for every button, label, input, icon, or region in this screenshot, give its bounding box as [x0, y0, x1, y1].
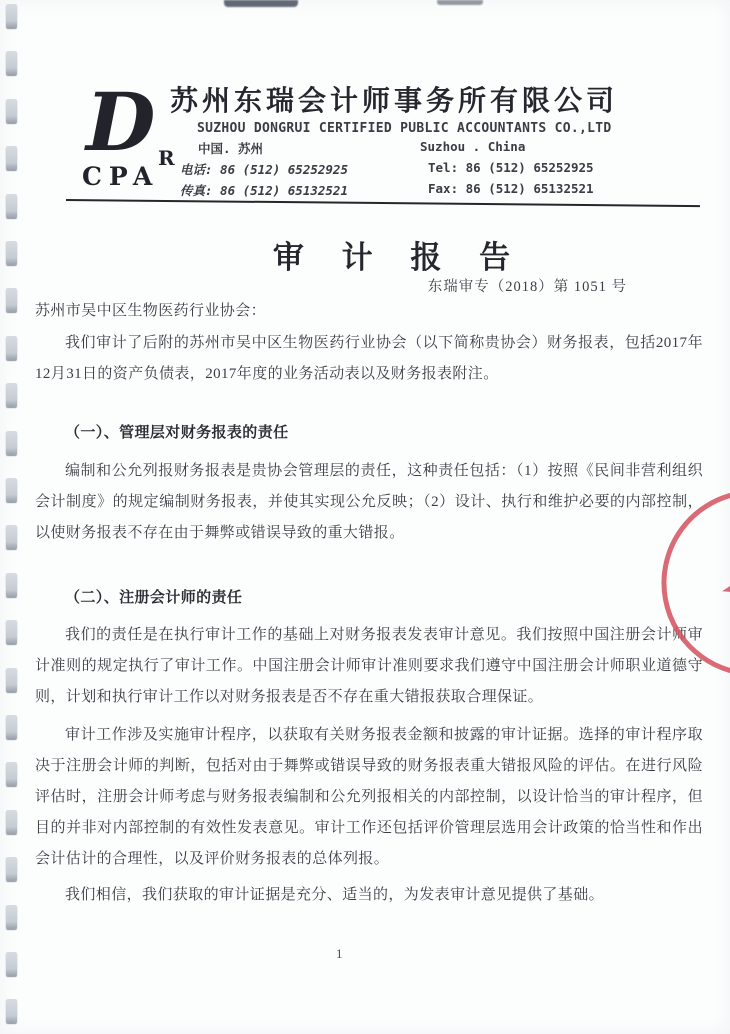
binding-hole — [6, 999, 17, 1023]
contact-city-chinese: 中国. 苏州 — [198, 141, 264, 156]
binding-hole — [6, 668, 17, 692]
scan-smudge-left — [224, 0, 298, 7]
contact-phone-english: Tel: 86 (512) 65252925 — [428, 160, 594, 175]
contact-city-english: Suzhou . China — [420, 139, 526, 154]
section1-paragraph: 编制和公允列报财务报表是贵协会管理层的责任，这种责任包括：（1）按照《民间非营利组织会计制度》的规定编制财务报表，并使其实现公允反映；（2）设计、执行和维护必要的内部控制，以使财务报表不存在由于舞弊或错误导致的重大错报。 — [35, 463, 703, 541]
binding-hole — [6, 383, 17, 407]
binding-hole — [6, 620, 17, 644]
section2-paragraph-3: 我们相信，我们获取的审计证据是充分、适当的，为发表审计意见提供了基础。 — [65, 887, 605, 903]
binding-hole — [6, 194, 17, 218]
company-name-chinese: 苏州东瑞会计师事务所有限公司 — [170, 86, 619, 117]
intro-paragraph: 我们审计了后附的苏州市吴中区生物医药行业协会（以下简称贵协会）财务报表，包括2017年12月31日的资产负债表，2017年度的业务活动表以及财务报表附注。 — [35, 335, 703, 382]
section1-heading: （一）、管理层对财务报表的责任 — [65, 425, 289, 441]
binding-hole — [6, 431, 17, 455]
binding-hole — [6, 478, 17, 502]
firm-logo-d-monogram: D — [86, 75, 156, 169]
binding-hole — [6, 525, 17, 549]
contact-phone-chinese: 电话: 86 (512) 65252925 — [180, 162, 348, 177]
seal-star-icon — [710, 537, 730, 623]
binding-hole — [6, 952, 17, 976]
binding-hole — [6, 99, 17, 123]
binding-hole — [6, 146, 17, 170]
contact-fax-english: Fax: 86 (512) 65132521 — [428, 181, 594, 196]
scan-smudge-right — [437, 0, 483, 5]
binding-hole — [6, 51, 17, 75]
binding-hole — [6, 4, 17, 28]
firm-logo-r: R — [158, 146, 175, 170]
addressee: 苏州市吴中区生物医药行业协会： — [35, 303, 267, 319]
reference-number: 东瑞审专（2018）第 1051 号 — [427, 279, 627, 295]
report-title: 审 计 报 告 — [272, 240, 526, 275]
section2-heading: （二）、注册会计师的责任 — [65, 590, 243, 606]
company-name-english: SUZHOU DONGRUI CERTIFIED PUBLIC ACCOUNTANTS CO.,LTD — [197, 121, 612, 136]
binding-hole — [6, 762, 17, 786]
binding-hole — [6, 905, 17, 929]
binding-hole — [6, 715, 17, 739]
letterhead-divider — [66, 199, 700, 207]
binding-hole — [6, 336, 17, 360]
page-number: 1 — [336, 946, 343, 961]
firm-logo-cpa: CPA — [82, 162, 160, 191]
section2-paragraph-2: 审计工作涉及实施审计程序，以获取有关财务报表金额和披露的审计证据。选择的审计程序取决于注册会计师的判断，包括对由于舞弊或错误导致的财务报表重大错报风险的评估。在进行风险评估时，注册会计师考虑与财务报表编制和公允列报相关的内部控制，以设计恰当的审计程序，但目的并非对内部控制的有效性发表意见。审计工作还包括评价管理层选用会计政策的恰当性和作出会计估计的合理性，以及评价财务报表的总体列报。 — [35, 727, 703, 867]
section2-paragraph-1: 我们的责任是在执行审计工作的基础上对财务报表发表审计意见。我们按照中国注册会计师审计准则的规定执行了审计工作。中国注册会计师审计准则要求我们遵守中国注册会计师职业道德守则，计划和执行审计工作以对财务报表是否不存在重大错报获取合理保证。 — [35, 627, 703, 705]
binding-hole — [6, 857, 17, 881]
binding-hole — [6, 810, 17, 834]
binding-hole — [6, 241, 17, 265]
binding-hole — [6, 573, 17, 597]
binding-hole — [6, 288, 17, 312]
contact-fax-chinese: 传真: 86 (512) 65132521 — [180, 183, 348, 198]
